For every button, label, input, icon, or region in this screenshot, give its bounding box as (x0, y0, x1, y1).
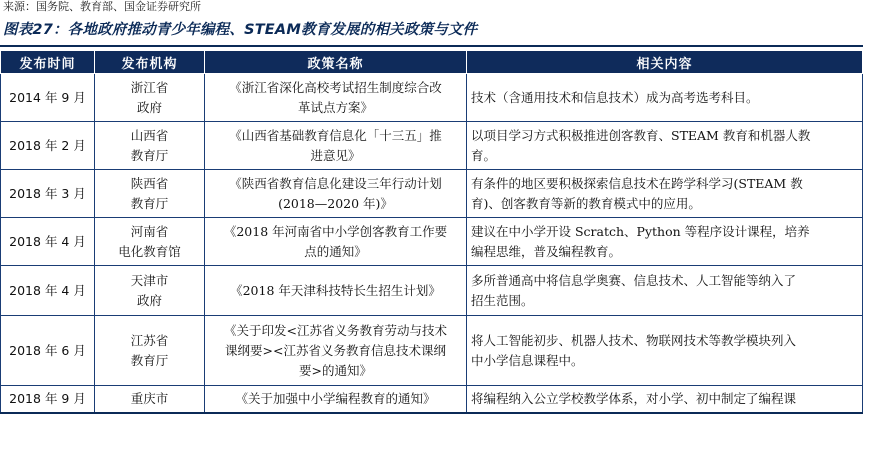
source-note: 来源：国务院、教育部、国金证券研究所 (3, 0, 201, 13)
cell-org (95, 74, 205, 122)
cell-policy (205, 316, 467, 386)
cell-policy (205, 74, 467, 122)
cell-org-line: 浙江省 (130, 79, 169, 95)
cell-policy (205, 386, 467, 414)
table-row (1, 386, 863, 414)
cell-org-line: 政府 (136, 292, 162, 308)
cell-org (95, 386, 205, 414)
cell-content-line: 育)、创客教育等新的教育模式中的应用。 (471, 195, 701, 211)
cell-org-line: 电化教育馆 (118, 243, 181, 259)
cell-content-line: 将人工智能初步、机器人技术、物联网技术等教学模块列入 (471, 332, 797, 348)
cell-policy-line: 《关于加强中小学编程教育的通知》 (235, 391, 436, 406)
cell-policy-line: (2018—2020 年)》 (278, 195, 393, 211)
cell-content-line: 多所普通高中将信息学奥赛、信息技术、人工智能等纳入了 (471, 272, 797, 288)
cell-content-line: 育。 (471, 147, 497, 163)
cell-org-line: 教育厅 (130, 147, 169, 163)
table-row (1, 170, 863, 218)
cell-org (95, 122, 205, 170)
cell-policy (205, 170, 467, 218)
cell-org (95, 218, 205, 266)
caption-rule (0, 45, 863, 47)
cell-content (467, 170, 863, 218)
cell-policy-line: 《2018 年天津科技特长生招生计划》 (230, 282, 441, 298)
cell-org-line: 陕西省 (130, 175, 169, 191)
column-header-org: 发布机构 (95, 51, 205, 74)
cell-org-line: 天津市 (130, 272, 169, 288)
cell-policy (205, 122, 467, 170)
cell-org (95, 266, 205, 316)
cell-content (467, 316, 863, 386)
cell-content-line: 建议在中小学开设 Scratch、Python 等程序设计课程，培养 (471, 223, 810, 239)
cell-policy-line: 《关于印发<江苏省义务教育劳动与技术 (224, 322, 447, 338)
cell-policy-line: 要>的通知》 (299, 362, 372, 378)
cell-time: 2018 年 6 月 (1, 316, 95, 386)
cell-content-line: 中小学信息课程中。 (471, 352, 584, 368)
cell-content-line: 编程思维，普及编程教育。 (471, 243, 622, 259)
cell-org-line: 政府 (136, 99, 162, 115)
cell-org-line: 山西省 (130, 127, 169, 143)
cell-content-line: 以项目学习方式积极推进创客教育、STEAM 教育和机器人教 (471, 127, 811, 143)
cell-content-line: 招生范围。 (471, 292, 534, 308)
cell-policy-line: 《浙江省深化高校考试招生制度综合改 (229, 79, 442, 95)
cell-org-line: 教育厅 (130, 195, 169, 211)
cell-content (467, 122, 863, 170)
cell-policy-line: 课纲要><江苏省义务教育信息技术课纲 (225, 342, 446, 358)
table-header-row (1, 51, 863, 74)
cell-policy-line: 点的通知》 (304, 243, 367, 259)
table-body (1, 74, 863, 414)
cell-policy (205, 266, 467, 316)
cell-org-line: 河南省 (130, 223, 169, 239)
cell-time: 2018 年 4 月 (1, 218, 95, 266)
cell-time: 2018 年 4 月 (1, 266, 95, 316)
table-row (1, 218, 863, 266)
cell-policy-line: 《山西省基础教育信息化「十三五」推 (229, 127, 442, 143)
column-header-policy: 政策名称 (205, 51, 467, 74)
cell-time: 2014 年 9 月 (1, 74, 95, 122)
cell-content (467, 266, 863, 316)
column-header-time: 发布时间 (1, 51, 95, 74)
table-row (1, 74, 863, 122)
policy-table (0, 50, 863, 414)
table-row (1, 266, 863, 316)
column-header-content: 相关内容 (467, 51, 863, 74)
table-row (1, 316, 863, 386)
cell-org (95, 170, 205, 218)
cell-org-line: 重庆市 (130, 391, 169, 406)
cell-policy-line: 进意见》 (310, 147, 361, 163)
cell-content-line: 有条件的地区要积极探索信息技术在跨学科学习(STEAM 教 (471, 175, 803, 191)
cell-content (467, 386, 863, 414)
cell-time: 2018 年 3 月 (1, 170, 95, 218)
cell-policy-line: 革试点方案》 (297, 99, 373, 115)
cell-time: 2018 年 9 月 (1, 386, 95, 414)
cell-policy-line: 《2018 年河南省中小学创客教育工作要 (223, 223, 448, 239)
cell-policy-line: 《陕西省教育信息化建设三年行动计划 (229, 175, 442, 191)
cell-org-line: 江苏省 (130, 332, 169, 348)
cell-content-line: 将编程纳入公立学校教学体系，对小学、初中制定了编程课 (471, 391, 797, 406)
cell-content (467, 218, 863, 266)
figure-caption: 图表27：各地政府推动青少年编程、STEAM教育发展的相关政策与文件 (3, 22, 478, 38)
table-row (1, 122, 863, 170)
cell-policy (205, 218, 467, 266)
cell-org-line: 教育厅 (130, 352, 169, 368)
cell-org (95, 316, 205, 386)
cell-content (467, 74, 863, 122)
cell-content-line: 技术（含通用技术和信息技术）成为高考选考科目。 (471, 89, 759, 105)
cell-time: 2018 年 2 月 (1, 122, 95, 170)
